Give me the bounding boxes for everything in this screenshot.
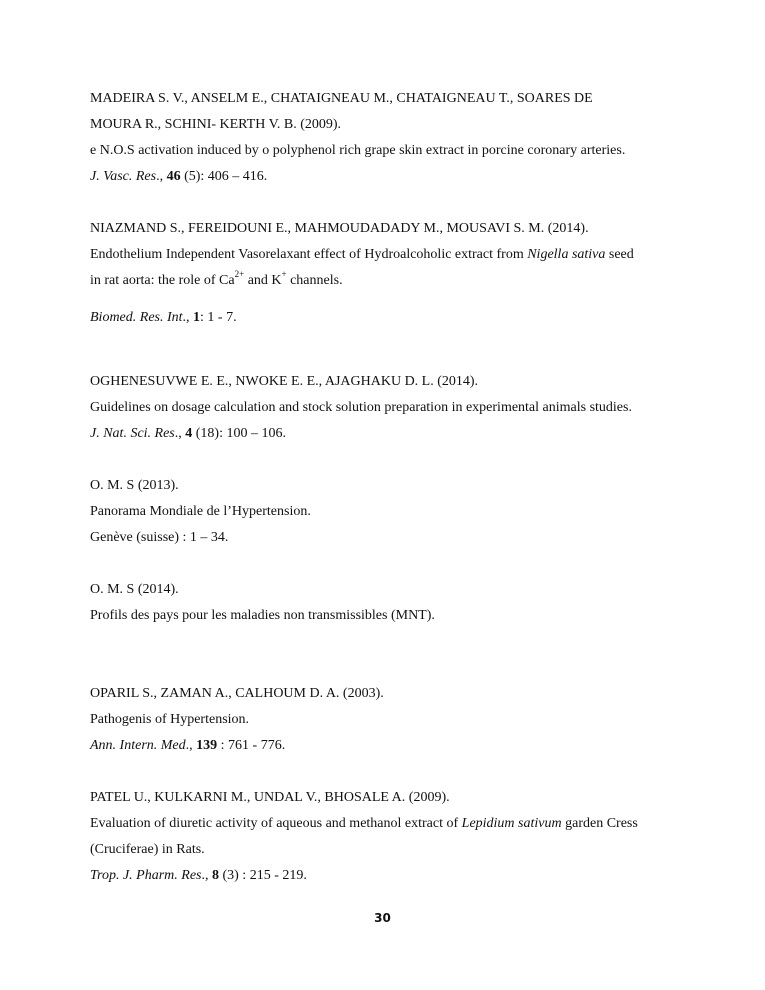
reference-title: Guidelines on dosage calculation and stock solution preparation in experimental animals studies. — [90, 400, 632, 415]
pages: (3) : 215 - 219. — [218, 868, 307, 883]
reference-title-cont: in rat aorta: the role of $Ca^{2+}$ and K+ channels. — [90, 269, 343, 288]
reference-authors-cont: MOURA R., SCHINI- KERTH V. B. (2009). — [90, 117, 342, 132]
journal-name: Biomed. Res. Int — [90, 310, 183, 325]
journal-name: Ann. Intern. Med — [90, 738, 186, 753]
reference-title: Evaluation of diuretic activity of aqueous and methanol extract of Lepidium sativum garden Cress — [90, 816, 638, 831]
pages: (5): 406 – 416. — [180, 169, 268, 184]
reference-authors: PATEL U., KULKARNI M., UNDAL V., BHOSALE A. (2009). — [90, 790, 450, 805]
reference-authors: MADEIRA S. V., ANSELM E., CHATAIGNEAU M., CHATAIGNEAU T., SOARES DE — [90, 91, 593, 106]
pages: (18): 100 – 106. — [192, 426, 286, 441]
reference-citation: Ann. Intern. Med., 139 : 761 - 776. — [90, 738, 286, 753]
page-number: 30 — [374, 911, 391, 925]
reference-madeira — [90, 86, 690, 190]
reference-authors: OPARIL S., ZAMAN A., CALHOUM D. A. (2003). — [90, 686, 384, 701]
reference-title-cont: (Cruciferae) in Rats. — [90, 842, 205, 857]
reference-niazmand — [90, 216, 690, 331]
journal-name: J. Nat. Sci. Res — [90, 426, 175, 441]
reference-oparil — [90, 681, 690, 759]
volume: 4 — [185, 426, 193, 441]
reference-oms-2014 — [90, 577, 690, 629]
volume: 8 — [211, 868, 219, 883]
volume: 1 — [193, 310, 201, 325]
species-name: Nigella sativa — [527, 247, 606, 262]
reference-authors: O. M. S (2013). — [90, 478, 179, 493]
reference-citation: Biomed. Res. Int., 1: 1 - 7. — [90, 310, 237, 325]
journal-name: Trop. J. Pharm. Res — [90, 868, 202, 883]
reference-authors: NIAZMAND S., FEREIDOUNI E., MAHMOUDADADY M., MOUSAVI S. M. (2014). — [90, 221, 589, 236]
reference-title: Profils des pays pour les maladies non transmissibles (MNT). — [90, 608, 435, 623]
reference-list — [90, 86, 690, 889]
reference-title: Endothelium Independent Vasorelaxant effect of Hydroalcoholic extract from Nigella sativa seed — [90, 247, 634, 262]
reference-title: Panorama Mondiale de l’Hypertension. — [90, 504, 311, 519]
reference-oghenesuvwe — [90, 369, 690, 447]
reference-source: Genève (suisse) : 1 – 34. — [90, 530, 229, 545]
pages: : 761 - 776. — [217, 738, 286, 753]
reference-authors: OGHENESUVWE E. E., NWOKE E. E., AJAGHAKU D. L. (2014). — [90, 374, 479, 389]
volume: 46 — [166, 169, 181, 184]
species-name: Lepidium sativum — [461, 816, 562, 831]
reference-title: Pathogenis of Hypertension. — [90, 712, 250, 727]
volume: 139 — [196, 738, 218, 753]
journal-name: J. Vasc. Res — [90, 169, 157, 184]
pages: : 1 - 7. — [200, 310, 237, 325]
reference-citation: J. Nat. Sci. Res., 4 (18): 100 – 106. — [90, 426, 286, 441]
reference-oms-2013 — [90, 473, 690, 551]
reference-citation: J. Vasc. Res., 46 (5): 406 – 416. — [90, 169, 268, 184]
reference-patel — [90, 785, 690, 889]
reference-citation: Trop. J. Pharm. Res., 8 (3) : 215 - 219. — [90, 868, 307, 883]
reference-authors: O. M. S (2014). — [90, 582, 179, 597]
reference-title: e N.O.S activation induced by o polyphenol rich grape skin extract in porcine coronary arteries. — [90, 143, 626, 158]
